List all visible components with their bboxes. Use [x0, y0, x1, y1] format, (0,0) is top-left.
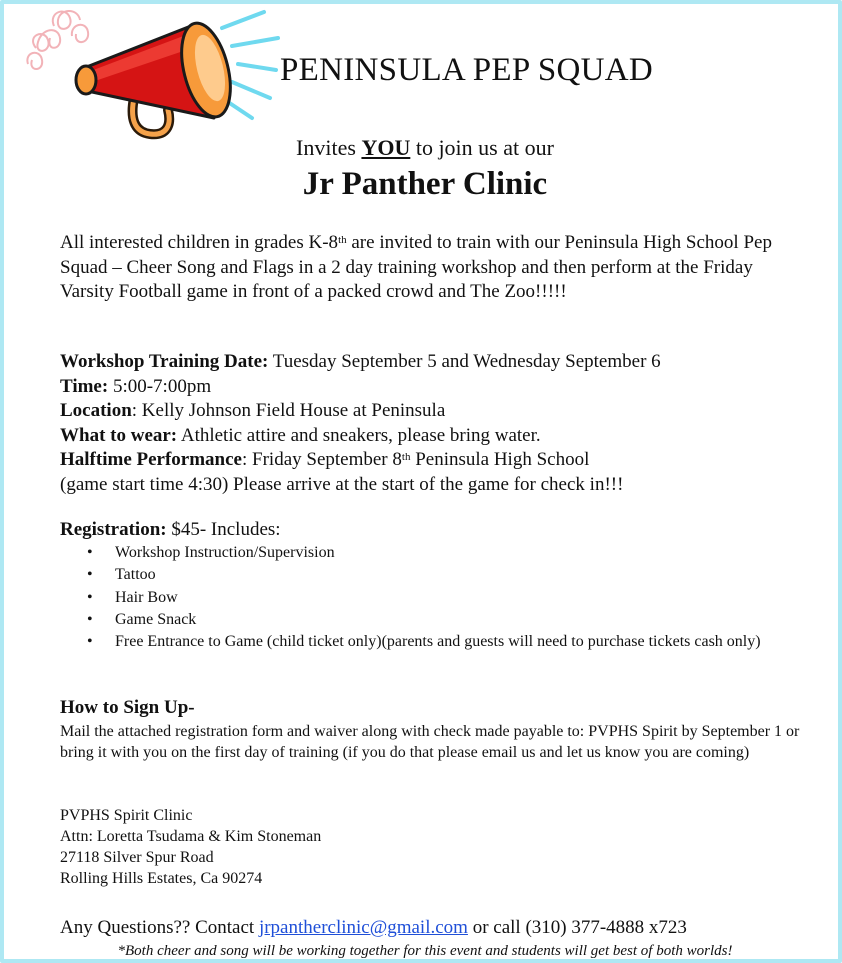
invite-before: Invites: [296, 135, 356, 160]
time-label: Time:: [60, 375, 109, 397]
location-label: Location: [60, 400, 132, 421]
page-title: PENINSULA PEP SQUAD: [280, 52, 654, 88]
location-line: [60, 399, 820, 424]
halftime-place: Peninsula High School: [410, 449, 590, 470]
list-item: • Tattoo: [60, 564, 820, 586]
registration-value: $45- Includes:: [166, 519, 281, 540]
list-item: • Free Entrance to Game (child ticket only)(parents and guests will need to purchase tickets cash only): [60, 631, 820, 653]
intro-part2: are invited to train with our Peninsula High School Pep Squad – Cheer Song and Flags in a 2 day training workshop and then perform at the Friday Varsity Football game in front of a packed crowd and The Zoo!!!!!: [60, 232, 772, 302]
wear-value: Athletic attire and sneakers, please bring water.: [177, 424, 541, 446]
address-line-3: 27118 Silver Spur Road: [60, 849, 214, 866]
time-line: [60, 375, 820, 400]
halftime-sup: th: [401, 451, 411, 463]
contact-prefix: Any Questions?? Contact: [60, 917, 259, 938]
wear-line: [60, 424, 820, 449]
invite-emphasis: YOU: [361, 135, 411, 160]
includes-list: [60, 542, 820, 653]
contact-suffix: or call (310) 377-4888 x723: [467, 917, 687, 938]
wear-label: What to wear:: [60, 424, 178, 446]
intro-paragraph: [60, 231, 800, 305]
invite-line: [4, 135, 842, 161]
address-line-4: Rolling Hills Estates, Ca 90274: [60, 870, 263, 887]
event-name: Jr Panther Clinic: [302, 166, 548, 202]
workshop-line: [60, 350, 820, 375]
contact-line: [60, 917, 687, 939]
workshop-label: Workshop Training Date:: [60, 351, 269, 372]
list-item: • Workshop Instruction/Supervision: [60, 542, 820, 564]
mailing-address: [60, 805, 321, 889]
registration-line: [60, 519, 281, 541]
halftime-label: Halftime Performance: [60, 449, 242, 470]
time-value: 5:00-7:00pm: [108, 375, 212, 397]
footnote: *Both cheer and song will be working together for this event and students will get best of both worlds!: [117, 943, 733, 959]
megaphone-icon: [26, 6, 286, 141]
address-line-2: Attn: Loretta Tsudama & Kim Stoneman: [60, 828, 322, 845]
list-item: • Hair Bow: [60, 587, 820, 609]
signup-instructions: Mail the attached registration form and waiver along with check made payable to: PVPHS Spirit by September 1 or bring it with you on the first day of training (if you do that please email us and let us know you are coming): [60, 723, 800, 761]
registration-label: Registration:: [60, 519, 167, 540]
intro-part1: All interested children in grades K-8: [60, 232, 339, 253]
intro-sup: th: [338, 234, 347, 246]
halftime-line: [60, 448, 820, 473]
event-details: [60, 350, 820, 497]
address-line-1: PVPHS Spirit Clinic: [60, 807, 193, 824]
workshop-value: Tuesday September 5 and Wednesday September 6: [268, 351, 661, 372]
game-note: (game start time 4:30) Please arrive at the start of the game for check in!!!: [60, 473, 624, 495]
signup-heading: How to Sign Up-: [60, 697, 195, 718]
list-item: • Game Snack: [60, 609, 820, 631]
halftime-value: : Friday September 8: [242, 449, 402, 470]
location-value: : Kelly Johnson Field House at Peninsula: [131, 400, 446, 421]
invite-after: to join us at our: [415, 135, 554, 160]
email-link[interactable]: jrpantherclinic@gmail.com: [258, 917, 468, 938]
